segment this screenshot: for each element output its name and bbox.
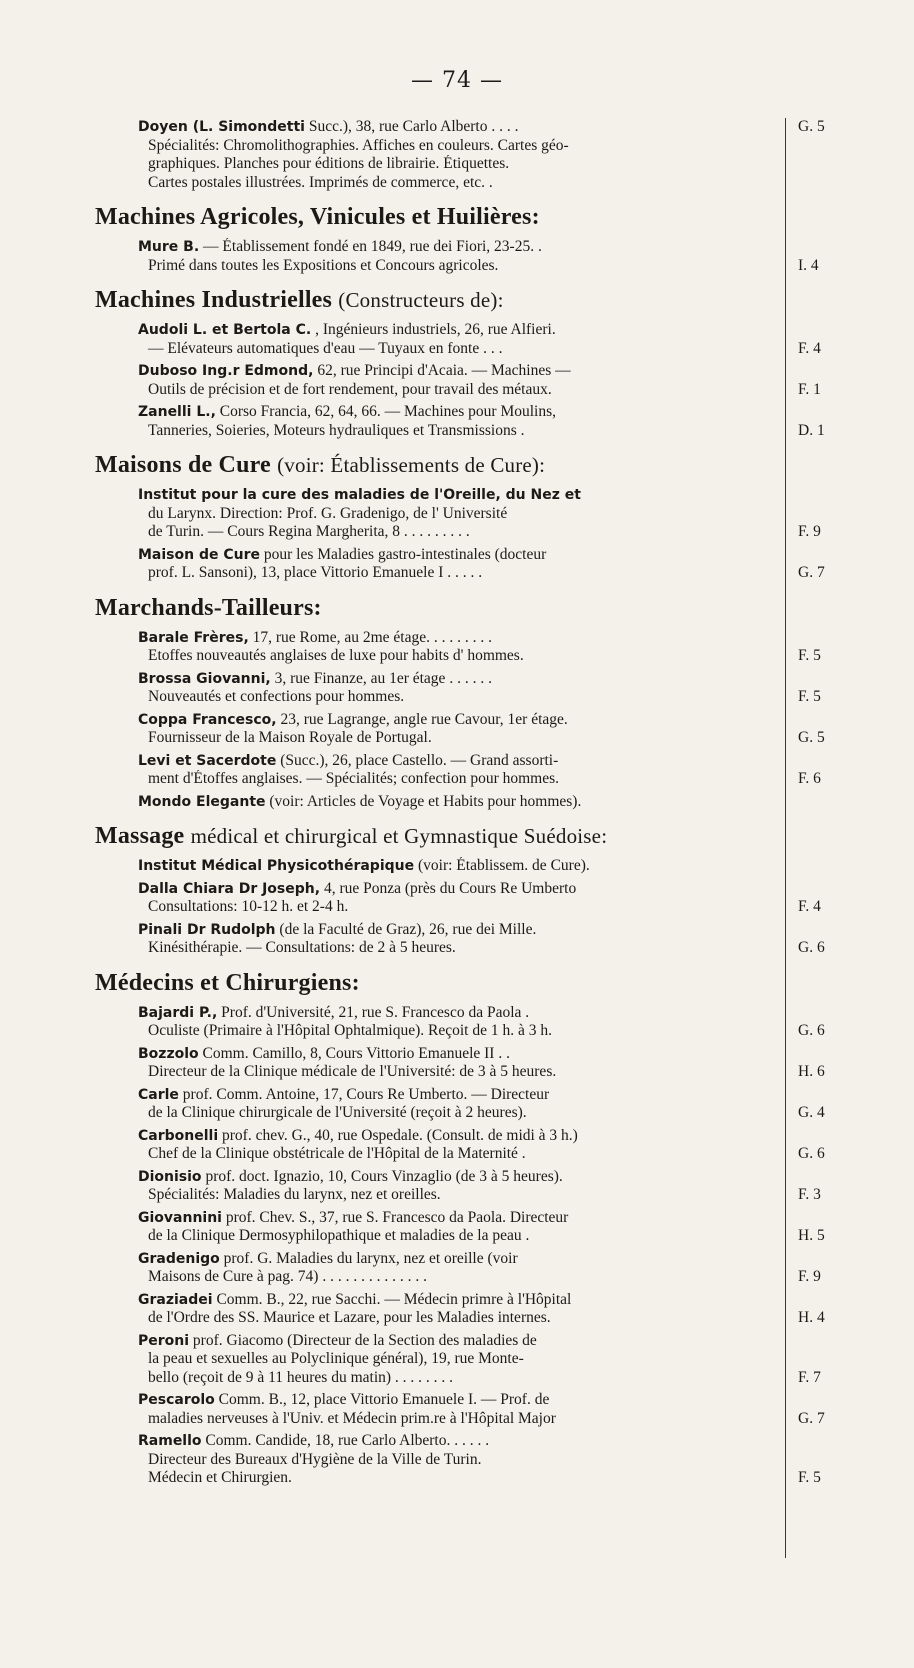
entry-first-line — [138, 629, 785, 648]
entry-continuation-line — [138, 939, 785, 958]
map-reference: G. 6 — [798, 1022, 825, 1039]
entry-text: maladies nerveuses à l'Univ. et Médecin prim.re à l'Hôpital Major — [148, 1409, 556, 1427]
entry-text: (de la Faculté de Graz), 26, rue dei Mille. — [279, 920, 537, 938]
entry-text: Primé dans toutes les Expositions et Concours agricoles. — [148, 256, 499, 274]
entry-text: — Elévateurs automatiques d'eau — Tuyaux en fonte . . . — [148, 339, 503, 357]
entry-continuation-line — [138, 1104, 785, 1123]
section-subtitle: (voir: Établissements de Cure): — [277, 453, 546, 477]
entry-first-line — [138, 118, 785, 137]
entry-continuation-line — [138, 688, 785, 707]
entry-continuation-line — [138, 1268, 785, 1287]
directory-section — [95, 593, 825, 812]
entry-text: Tanneries, Soieries, Moteurs hydrauliques et Transmissions . — [148, 421, 525, 439]
map-reference: D. 1 — [798, 421, 825, 439]
directory-entry — [138, 628, 821, 666]
directory-entry — [138, 545, 825, 583]
entry-continuation-line — [138, 155, 785, 174]
map-reference: F. 9 — [798, 1268, 821, 1285]
entry-text: Etoffes nouveautés anglaises de luxe pour habits d' hommes. — [148, 647, 524, 664]
entry-name: Pinali Dr Rudolph — [138, 921, 276, 938]
entry-text: de Turin. — Cours Regina Margherita, 8 . . . . . . . . . — [148, 523, 470, 540]
directory-entry — [138, 1085, 825, 1123]
map-reference: H. 4 — [798, 1309, 825, 1326]
entry-text: 23, rue Lagrange, angle rue Cavour, 1er étage. — [280, 710, 568, 728]
directory-entry — [138, 793, 785, 812]
directory-section — [95, 968, 825, 1488]
entry-text: prof. G. Maladies du larynx, nez et oreille (voir — [223, 1249, 518, 1267]
entry-text: la peau et sexuelles au Polyclinique général), 19, rue Monte- — [148, 1350, 524, 1367]
entry-text: Comm. Candide, 18, rue Carlo Alberto. . . . . . — [205, 1432, 490, 1449]
map-reference: F. 3 — [798, 1186, 821, 1203]
entry-first-line — [138, 880, 785, 899]
section-title — [95, 593, 785, 623]
entry-first-line — [138, 238, 785, 257]
entry-name: Duboso Ing.r Edmond, — [138, 363, 314, 379]
entry-continuation-line — [138, 1063, 785, 1082]
map-reference: G. 5 — [798, 729, 825, 746]
entry-name: Graziadei — [138, 1291, 213, 1308]
entry-continuation-line — [138, 523, 785, 542]
entry-continuation-line — [138, 422, 785, 441]
entry-text: Spécialités: Chromolithographies. Affiches en couleurs. Cartes géo- — [148, 136, 569, 154]
entry-first-line — [138, 1045, 785, 1064]
entry-continuation-line — [138, 174, 785, 193]
entry-text: Oculiste (Primaire à l'Hôpital Ophtalmique). Reçoit de 1 h. à 3 h. — [148, 1022, 552, 1039]
section-title-text: Marchands-Tailleurs: — [95, 594, 322, 621]
entry-continuation-line — [138, 257, 785, 276]
entry-text: du Larynx. Direction: Prof. G. Gradenigo, de l' Université — [148, 504, 508, 522]
section-title-text: Machines Industrielles — [95, 287, 333, 313]
entry-text: Comm. Camillo, 8, Cours Vittorio Emanuele II . . — [202, 1044, 510, 1062]
map-reference: I. 4 — [798, 256, 819, 274]
directory-entry — [138, 1044, 825, 1082]
entry-continuation-line — [138, 1369, 785, 1388]
entry-text: (voir: Établissem. de Cure). — [417, 857, 590, 874]
entry-text: bello (reçoit de 9 à 11 heures du matin) . . . . . . . . — [148, 1368, 454, 1386]
entry-first-line — [138, 1291, 785, 1310]
map-reference: G. 6 — [798, 939, 825, 956]
map-reference: H. 6 — [798, 1063, 825, 1080]
entry-text: — Établissement fondé en 1849, rue dei Fiori, 23-25. . — [203, 238, 542, 255]
entry-text: Maisons de Cure à pag. 74) . . . . . . . . . . . . . . — [148, 1268, 427, 1285]
entry-first-line — [138, 1168, 785, 1187]
directory-entry — [138, 751, 821, 789]
directory-entry — [138, 1126, 825, 1164]
map-reference: F. 5 — [798, 1469, 821, 1486]
entry-text: graphiques. Planches pour éditions de librairie. Étiquettes. — [148, 155, 510, 172]
directory-entry — [138, 879, 821, 917]
directory-entry — [138, 486, 821, 542]
entry-text: Spécialités: Maladies du larynx, nez et oreilles. — [148, 1186, 441, 1203]
entry-first-line — [138, 321, 785, 340]
entry-continuation-line — [138, 340, 785, 359]
entry-name: Bozzolo — [138, 1045, 199, 1062]
entry-text: de la Clinique Dermosyphilopathique et maladies de la peau . — [148, 1227, 530, 1244]
entry-continuation-line — [138, 1350, 785, 1369]
entry-text: de la Clinique chirurgicale de l'Université (reçoit à 2 heures). — [148, 1104, 527, 1121]
entry-text: 3, rue Finanze, au 1er étage . . . . . . — [274, 669, 492, 687]
section-title — [95, 202, 785, 232]
entry-text: Fournisseur de la Maison Royale de Portugal. — [148, 729, 432, 746]
entry-first-line — [138, 1250, 785, 1269]
map-reference: G. 5 — [798, 118, 825, 135]
entry-name: Coppa Francesco, — [138, 711, 277, 728]
section-title-text: Massage — [95, 823, 185, 849]
map-reference: F. 5 — [798, 688, 821, 705]
entry-text: 17, rue Rome, au 2me étage. . . . . . . . . — [252, 628, 492, 646]
entry-continuation-line — [138, 729, 785, 748]
entry-name: Mure B. — [138, 239, 200, 255]
entry-name: Bajardi P., — [138, 1004, 218, 1021]
entry-name: Peroni — [138, 1332, 190, 1349]
entry-text: Kinésithérapie. — Consultations: de 2 à 5 heures. — [148, 939, 456, 956]
entry-first-line — [138, 1432, 785, 1451]
entry-name: Giovannini — [138, 1209, 222, 1226]
directory-entry — [138, 857, 785, 876]
directory-entry — [138, 362, 821, 399]
entry-continuation-line — [138, 1451, 785, 1470]
entry-first-line — [138, 1004, 785, 1023]
section-title — [95, 285, 785, 315]
directory-entry — [138, 1167, 821, 1205]
section-subtitle: médical et chirurgical et Gymnastique Suédoise: — [190, 824, 608, 848]
entry-continuation-line — [138, 1186, 785, 1205]
entry-name: Pescarolo — [138, 1392, 215, 1408]
entry-name: Carbonelli — [138, 1127, 219, 1144]
directory-entry — [138, 238, 819, 275]
entry-name: Maison de Cure — [138, 546, 261, 563]
directory-entry — [138, 710, 825, 748]
entry-text: prof. Chev. S., 37, rue S. Francesco da Paola. Directeur — [225, 1208, 569, 1226]
entry-text: (voir: Articles de Voyage et Habits pour hommes). — [269, 792, 582, 810]
entry-text: Directeur de la Clinique médicale de l'Université: de 3 à 5 heures. — [148, 1063, 557, 1080]
entry-continuation-line — [138, 1227, 785, 1246]
map-reference: G. 6 — [798, 1145, 825, 1162]
entry-continuation-line — [138, 505, 785, 524]
directory-entry — [138, 1432, 821, 1488]
entry-first-line — [138, 921, 785, 940]
entry-continuation-line — [138, 1309, 785, 1328]
entry-text: Chef de la Clinique obstétricale de l'Hôpital de la Maternité . — [148, 1145, 526, 1162]
entry-text: 62, rue Principi d'Acaia. — Machines — — [317, 362, 571, 379]
entry-text: de l'Ordre des SS. Maurice et Lazare, pour les Maladies internes. — [148, 1309, 551, 1326]
entry-first-line — [138, 1086, 785, 1105]
entry-name: Zanelli L., — [138, 404, 216, 420]
directory-section — [95, 450, 825, 583]
entry-text: Médecin et Chirurgien. — [148, 1469, 292, 1486]
entry-first-line — [138, 857, 785, 876]
directory-entry — [138, 118, 825, 192]
entry-continuation-line — [138, 381, 785, 400]
directory-entry — [138, 1290, 825, 1328]
entry-first-line — [138, 1209, 785, 1228]
directory-entry — [138, 669, 821, 707]
section-title — [95, 968, 785, 998]
map-reference: F. 4 — [798, 339, 821, 357]
column-rule — [785, 118, 786, 1558]
directory-entry — [138, 1391, 825, 1428]
map-reference: F. 1 — [798, 380, 821, 398]
entry-name: Brossa Giovanni, — [138, 670, 271, 687]
directory-entry — [138, 403, 825, 440]
entry-name: Audoli L. et Bertola C. — [138, 322, 312, 338]
entry-name: Carle — [138, 1086, 179, 1103]
entry-text: 4, rue Ponza (près du Cours Re Umberto — [323, 879, 577, 897]
entry-text: Succ.), 38, rue Carlo Alberto . . . . — [308, 118, 519, 135]
entry-text: (Succ.), 26, place Castello. — Grand assorti- — [280, 751, 559, 769]
section-title — [95, 450, 785, 480]
entry-name: Doyen (L. Simondetti — [138, 119, 305, 135]
directory-section — [95, 821, 825, 958]
section-title-text: Médecins et Chirurgiens: — [95, 969, 360, 996]
entry-first-line — [138, 711, 785, 730]
directory-section — [95, 118, 825, 192]
entry-text: prof. L. Sansoni), 13, place Vittorio Emanuele I . . . . . — [148, 564, 483, 581]
entry-continuation-line — [138, 137, 785, 156]
entry-name: Gradenigo — [138, 1250, 220, 1267]
entry-continuation-line — [138, 1410, 785, 1429]
directory-entry — [138, 1331, 821, 1388]
map-reference: G. 7 — [798, 1409, 825, 1427]
section-subtitle: (Constructeurs de): — [338, 288, 504, 312]
entry-name: Institut Médical Physicothérapique — [138, 858, 415, 874]
entry-text: Directeur des Bureaux d'Hygiène de la Ville de Turin. — [148, 1450, 482, 1468]
directory-section — [95, 202, 819, 275]
map-reference: F. 4 — [798, 898, 821, 915]
section-title-text: Maisons de Cure — [95, 452, 271, 478]
entry-first-line — [138, 486, 785, 505]
entry-first-line — [138, 1332, 785, 1351]
entry-text: Cartes postales illustrées. Imprimés de commerce, etc. . — [148, 173, 493, 191]
directory-entry — [138, 1003, 825, 1041]
entry-text: Comm. B., 12, place Vittorio Emanuele I. — Prof. de — [218, 1391, 550, 1408]
directory-entry — [138, 321, 821, 358]
entry-name: Barale Frères, — [138, 629, 249, 646]
entry-text: pour les Maladies gastro-intestinales (docteur — [263, 545, 547, 563]
map-reference: G. 7 — [798, 564, 825, 581]
entry-continuation-line — [138, 898, 785, 917]
entry-first-line — [138, 670, 785, 689]
entry-name: Dalla Chiara Dr Joseph, — [138, 880, 321, 897]
section-title — [95, 821, 785, 851]
directory-section — [95, 285, 825, 440]
entry-continuation-line — [138, 1022, 785, 1041]
entry-text: prof. Comm. Antoine, 17, Cours Re Umberto. — Directeur — [182, 1085, 550, 1103]
entry-text: Corso Francia, 62, 64, 66. — Machines pour Moulins, — [219, 403, 556, 420]
directory-entry — [138, 1208, 825, 1246]
entry-first-line — [138, 1391, 785, 1410]
entry-name: Mondo Elegante — [138, 793, 266, 810]
page-number: — 74 — — [411, 68, 503, 93]
entry-name: Ramello — [138, 1433, 202, 1449]
entry-first-line — [138, 546, 785, 565]
directory-column — [95, 118, 825, 1492]
entry-text: Comm. B., 22, rue Sacchi. — Médecin primre à l'Hôpital — [216, 1290, 572, 1308]
entry-continuation-line — [138, 1469, 785, 1488]
map-reference: F. 9 — [798, 523, 821, 540]
entry-text: Consultations: 10-12 h. et 2-4 h. — [148, 898, 349, 915]
entry-text: Outils de précision et de fort rendement, pour travail des métaux. — [148, 380, 552, 398]
entry-name: Institut pour la cure des maladies de l'Oreille, du Nez et — [138, 487, 581, 503]
map-reference: F. 6 — [798, 770, 821, 787]
entry-text: Prof. d'Université, 21, rue S. Francesco da Paola . — [221, 1003, 530, 1021]
directory-entry — [138, 1249, 821, 1287]
entry-text: prof. doct. Ignazio, 10, Cours Vinzaglio (de 3 à 5 heures). — [205, 1167, 563, 1185]
section-title-text: Machines Agricoles, Vinicules et Huilières: — [95, 204, 540, 230]
entry-name: Levi et Sacerdote — [138, 752, 277, 769]
entry-first-line — [138, 793, 785, 812]
directory-entry — [138, 920, 825, 958]
entry-continuation-line — [138, 647, 785, 666]
entry-continuation-line — [138, 770, 785, 789]
entry-text: prof. chev. G., 40, rue Ospedale. (Consult. de midi à 3 h.) — [222, 1126, 578, 1144]
entry-text: , Ingénieurs industriels, 26, rue Alfieri. — [315, 321, 556, 338]
entry-first-line — [138, 752, 785, 771]
entry-continuation-line — [138, 564, 785, 583]
map-reference: G. 4 — [798, 1104, 825, 1121]
entry-first-line — [138, 1127, 785, 1146]
map-reference: F. 7 — [798, 1368, 821, 1386]
entry-first-line — [138, 362, 785, 381]
entry-text: Nouveautés et confections pour hommes. — [148, 688, 405, 705]
entry-first-line — [138, 403, 785, 422]
entry-text: prof. Giacomo (Directeur de la Section des maladies de — [192, 1331, 537, 1349]
entry-continuation-line — [138, 1145, 785, 1164]
entry-text: ment d'Étoffes anglaises. — Spécialités; confection pour hommes. — [148, 770, 560, 787]
entry-name: Dionisio — [138, 1168, 202, 1185]
map-reference: F. 5 — [798, 647, 821, 664]
map-reference: H. 5 — [798, 1227, 825, 1244]
